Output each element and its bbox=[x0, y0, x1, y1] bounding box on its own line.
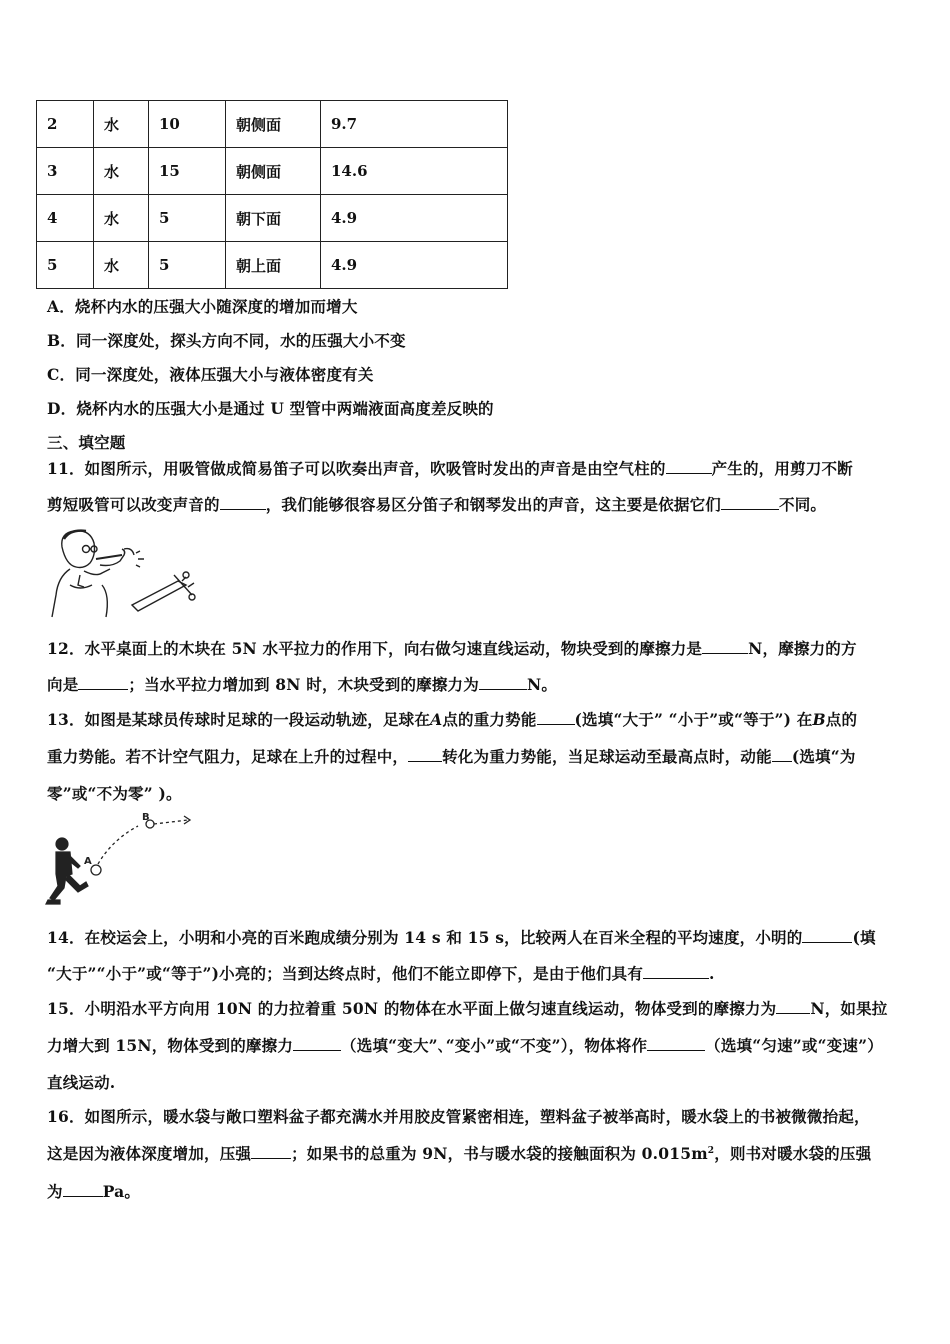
option-b: B．同一深度处，探头方向不同，水的压强大小不变 bbox=[47, 331, 406, 350]
q16-text: Pa。 bbox=[102, 1182, 141, 1201]
question-13-line-3: 零”或“不为零” )。 bbox=[47, 784, 182, 803]
table-cell: 5 bbox=[37, 242, 94, 289]
figure-point-b: B bbox=[142, 812, 150, 823]
q16-text: ；如果书的总重为 9N，书与暖水袋的接触面积为 0.015m bbox=[291, 1144, 708, 1163]
superscript: 2 bbox=[707, 1145, 715, 1156]
answer-blank[interactable] bbox=[772, 747, 792, 762]
q11-text: 不同。 bbox=[779, 495, 827, 514]
answer-blank[interactable] bbox=[251, 1144, 291, 1159]
answer-blank[interactable] bbox=[408, 747, 442, 762]
q13-text: 转化为重力势能，当足球运动至最高点时，动能 bbox=[442, 747, 772, 766]
point-a-label: A bbox=[430, 710, 443, 729]
answer-blank[interactable] bbox=[537, 710, 575, 725]
q15-text: （选填“匀速”或“变速”） bbox=[705, 1036, 883, 1055]
table-cell: 2 bbox=[37, 101, 94, 148]
table-cell: 3 bbox=[37, 148, 94, 195]
question-15-line-1 bbox=[47, 997, 888, 1019]
q12-text: 12．水平桌面上的木块在 5N 水平拉力的作用下，向右做匀速直线运动，物块受到的摩擦力是 bbox=[47, 639, 703, 658]
table-cell: 4 bbox=[37, 195, 94, 242]
q11-text: 剪短吸管可以改变声音的 bbox=[47, 495, 220, 514]
q12-text: N。 bbox=[526, 675, 558, 694]
q15-text: （选填“变大”､“变小”或“不变”），物体将作 bbox=[341, 1036, 648, 1055]
q14-text: (填 bbox=[852, 928, 876, 947]
table-cell: 水 bbox=[94, 101, 149, 148]
answer-blank[interactable] bbox=[78, 675, 128, 690]
point-b-label: B bbox=[812, 710, 826, 729]
table-cell: 15 bbox=[149, 148, 226, 195]
answer-blank[interactable] bbox=[643, 964, 709, 979]
table-row bbox=[37, 242, 508, 289]
question-13-line-1 bbox=[47, 708, 857, 730]
question-15-line-3: 直线运动. bbox=[47, 1073, 116, 1092]
table-cell: 9.7 bbox=[321, 101, 508, 148]
q12-text: ；当水平拉力增加到 8N 时，木块受到的摩擦力为 bbox=[128, 675, 479, 694]
table-row bbox=[37, 195, 508, 242]
q13-text: 重力势能。若不计空气阻力，足球在上升的过程中， bbox=[47, 747, 409, 766]
table-cell: 14.6 bbox=[321, 148, 508, 195]
answer-blank[interactable] bbox=[293, 1036, 341, 1051]
question-15-line-2 bbox=[47, 1034, 883, 1056]
answer-blank[interactable] bbox=[479, 675, 527, 690]
question-14-line-2 bbox=[47, 962, 715, 984]
question-16-line-2 bbox=[47, 1142, 871, 1164]
q11-text: 产生的，用剪刀不断 bbox=[711, 459, 853, 478]
option-d: D．烧杯内水的压强大小是通过 U 型管中两端液面高度差反映的 bbox=[47, 399, 494, 418]
question-12-line-2 bbox=[47, 673, 557, 695]
question-13-line-2 bbox=[47, 745, 856, 767]
option-c: C．同一深度处，液体压强大小与液体密度有关 bbox=[47, 365, 374, 384]
table-cell: 朝侧面 bbox=[226, 101, 321, 148]
table-row bbox=[37, 101, 508, 148]
q16-text: ，则书对暖水袋的压强 bbox=[714, 1144, 872, 1163]
q15-text: N，如果拉 bbox=[810, 999, 888, 1018]
straw-flute-figure bbox=[40, 525, 200, 620]
question-11-line-1 bbox=[47, 457, 853, 479]
answer-blank[interactable] bbox=[647, 1036, 705, 1051]
table-cell: 水 bbox=[94, 148, 149, 195]
q13-text: (选填“为 bbox=[791, 747, 856, 766]
q12-text: 向是 bbox=[47, 675, 79, 694]
table-cell: 水 bbox=[94, 242, 149, 289]
answer-blank[interactable] bbox=[802, 928, 852, 943]
section-title: 三、填空题 bbox=[47, 433, 126, 452]
answer-blank[interactable] bbox=[776, 999, 810, 1014]
q16-text: 这是因为液体深度增加，压强 bbox=[47, 1144, 252, 1163]
table-row bbox=[37, 148, 508, 195]
answer-blank[interactable] bbox=[721, 495, 779, 510]
question-12-line-1 bbox=[47, 637, 857, 659]
table-cell: 水 bbox=[94, 195, 149, 242]
figure-point-a: A bbox=[84, 856, 92, 867]
q15-text: 15．小明沿水平方向用 10N 的力拉着重 50N 的物体在水平面上做匀速直线运动，物体受到的摩擦力为 bbox=[47, 999, 777, 1018]
q13-text: 13．如图是某球员传球时足球的一段运动轨迹，足球在 bbox=[47, 710, 431, 729]
table-cell: 朝上面 bbox=[226, 242, 321, 289]
q13-text: (选填“大于” “小于”或“等于”) 在 bbox=[574, 710, 813, 729]
q14-text: “大于”“小于”或“等于”)小亮的；当到达终点时，他们不能立即停下，是由于他们具有 bbox=[47, 964, 644, 983]
q15-text: 力增大到 15N，物体受到的摩擦力 bbox=[47, 1036, 294, 1055]
table-cell: 10 bbox=[149, 101, 226, 148]
table-cell: 5 bbox=[149, 242, 226, 289]
question-14-line-1 bbox=[47, 926, 876, 948]
question-11-line-2 bbox=[47, 493, 826, 515]
table-cell: 朝侧面 bbox=[226, 148, 321, 195]
answer-blank[interactable] bbox=[702, 639, 748, 654]
option-a: A．烧杯内水的压强大小随深度的增加而增大 bbox=[47, 297, 358, 316]
q12-text: N，摩擦力的方 bbox=[748, 639, 857, 658]
q13-text: 点的重力势能 bbox=[442, 710, 537, 729]
football-trajectory-figure bbox=[40, 812, 200, 907]
table-cell: 朝下面 bbox=[226, 195, 321, 242]
answer-blank[interactable] bbox=[666, 459, 712, 474]
table-cell: 5 bbox=[149, 195, 226, 242]
q16-text: 为 bbox=[47, 1182, 63, 1201]
table-cell: 4.9 bbox=[321, 242, 508, 289]
q14-text: . bbox=[709, 964, 715, 983]
table-cell: 4.9 bbox=[321, 195, 508, 242]
q11-text: ，我们能够很容易区分笛子和钢琴发出的声音，这主要是依据它们 bbox=[265, 495, 722, 514]
q13-text: 点的 bbox=[825, 710, 858, 729]
answer-blank[interactable] bbox=[63, 1182, 103, 1197]
q14-text: 14．在校运会上，小明和小亮的百米跑成绩分别为 14 s 和 15 s，比较两人在百米全程的平均速度，小明的 bbox=[47, 928, 803, 947]
question-16-line-1: 16．如图所示，暖水袋与敞口塑料盆子都充满水并用胶皮管紧密相连，塑料盆子被举高时，暖水袋上的书被微微抬起， bbox=[47, 1107, 870, 1126]
experiment-data-table bbox=[36, 100, 508, 289]
answer-blank[interactable] bbox=[220, 495, 266, 510]
q11-text: 11．如图所示，用吸管做成简易笛子可以吹奏出声音，吹吸管时发出的声音是由空气柱的 bbox=[47, 459, 666, 478]
question-16-line-3 bbox=[47, 1180, 140, 1202]
